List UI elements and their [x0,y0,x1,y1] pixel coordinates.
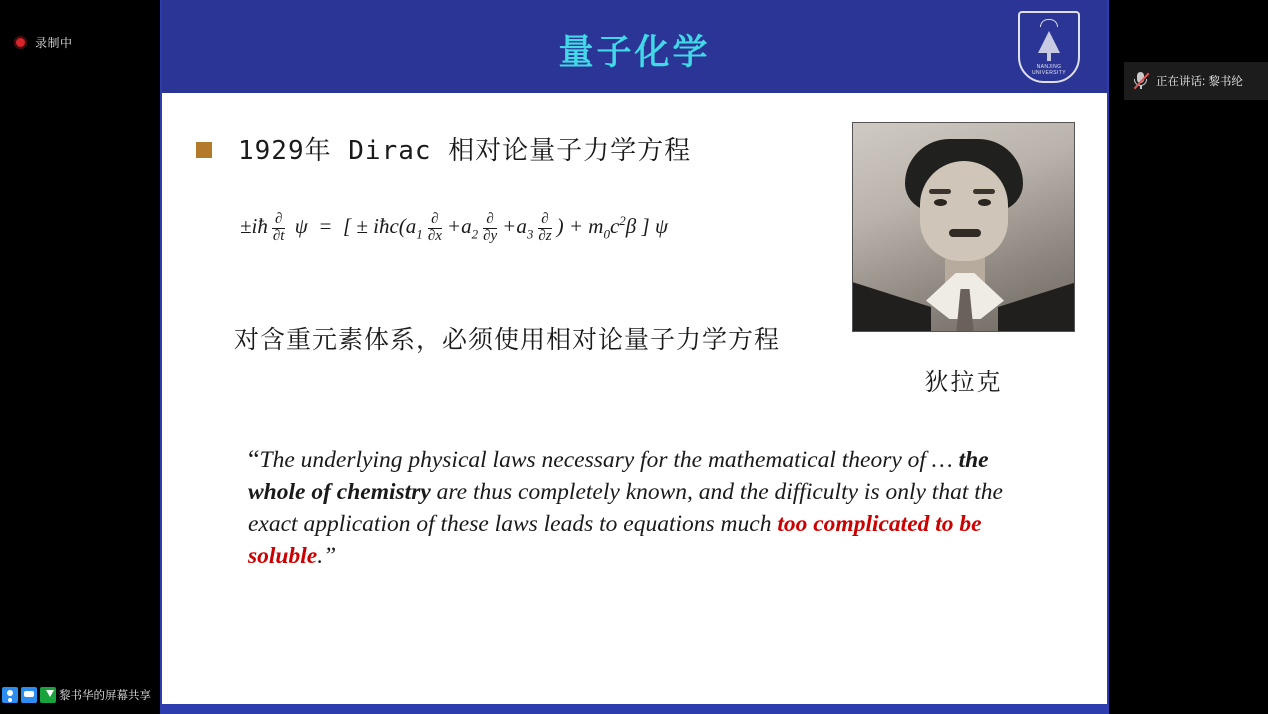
record-dot-icon [14,36,27,49]
mic-muted-icon [1132,70,1149,92]
quote-part-3: are thus completely known, and the difficulty is only that the exact application of these laws leads to equations much [248,479,1003,537]
chat-icon[interactable] [21,687,37,703]
eq-frac-z: $\frac{\partial}{\partial z}$ [538,211,552,244]
presentation-slide [162,0,1107,702]
eq-frac-y: $\frac{\partial}{\partial y}$ [483,211,498,244]
shared-screen-frame[interactable] [160,0,1109,706]
eq-beta: β [625,214,637,239]
screen-share-icon[interactable] [40,687,56,703]
eq-plus-1: + [446,214,462,239]
eq-open: [ ± iħc( [342,214,406,239]
quote-open-mark: “ [248,445,260,474]
left-rail [0,0,160,714]
participants-icon[interactable] [2,687,18,703]
slide-note: 对含重元素体系，必须使用相对论量子力学方程 [234,325,781,354]
quote-part-2-bold: the whole of chemistry [248,447,989,505]
eq-a1-sub: 1 [416,226,423,242]
university-crest-icon [1018,11,1080,83]
eq-plus-2: + [502,214,517,239]
share-status-bar[interactable] [0,684,160,706]
eq-frac-t: $\frac{\partial}{\partial t}$ [272,211,285,244]
bullet-text: 1929年 Dirac 相对论量子力学方程 [238,136,692,166]
share-border-bottom [160,706,1109,714]
eq-a3: a [516,214,527,239]
eq-bracket: ] [641,214,650,239]
dirac-quote [248,444,1048,572]
active-speaker-label: 正在讲话: 黎书纶 [1156,76,1243,88]
dirac-portrait-image [852,122,1075,332]
slide-bullet [196,130,691,167]
portrait-caption: 狄拉克 [924,368,1003,396]
eq-psi-1: ψ [294,214,308,239]
quote-part-1: The underlying physical laws necessary for the mathematical theory of … [259,447,953,473]
eq-c: c [609,214,620,239]
slide-title: 量子化学 [558,33,711,73]
eq-a1: a [405,214,417,239]
share-status-label: 黎书华的屏幕共享 [59,690,151,702]
eq-a3-sub: 3 [526,226,534,242]
recording-label: 录制中 [35,36,73,50]
eq-frac-x: $\frac{\partial}{\partial x}$ [427,211,442,244]
recording-indicator[interactable] [14,34,73,51]
eq-close: ) + [556,214,584,239]
eq-equals: = [318,214,333,239]
quote-close-mark: .” [317,543,337,569]
active-speaker-chip[interactable] [1124,62,1268,100]
eq-a2: a [461,214,472,239]
bullet-square-icon [196,142,212,158]
eq-a2-sub: 2 [471,226,479,242]
dirac-equation [240,212,668,245]
eq-lead: ±iħ [240,214,268,239]
quote-part-4-red: too complicated to be soluble [248,511,982,569]
eq-mass-sub: 0 [603,226,610,242]
eq-c-sup: 2 [619,213,626,229]
eq-psi-2: ψ [654,214,668,239]
crest-label: NANJING UNIVERSITY [1031,64,1066,76]
eq-mass: m [588,214,604,239]
